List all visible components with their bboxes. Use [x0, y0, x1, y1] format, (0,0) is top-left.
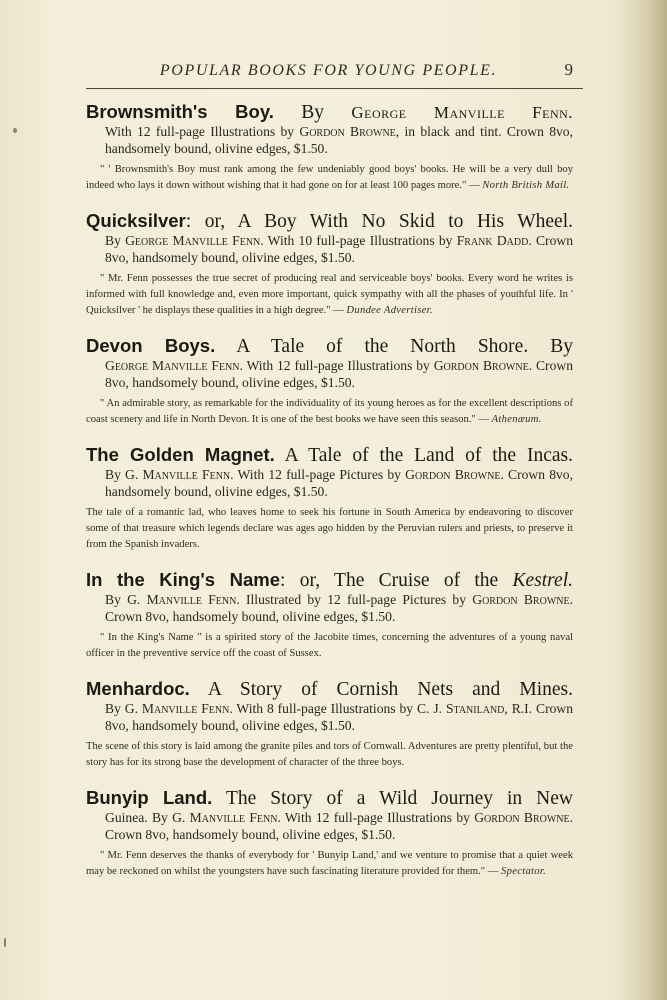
paper-speck [4, 938, 6, 947]
book-entry-menhardoc [86, 677, 573, 771]
book-title: Devon Boys. [86, 335, 216, 356]
publication-details [86, 701, 573, 734]
review-quote [86, 396, 573, 428]
pub-text: Guinea. By G. [105, 810, 190, 825]
pub-text: By G. [105, 701, 142, 716]
book-subtitle: : or, The Cruise of the [280, 570, 513, 591]
pub-text: . Crown 8vo, handsomely bound, olivine edges, $1.50. [105, 358, 573, 390]
book-title: The Golden Magnet. [86, 444, 275, 465]
pub-text: By G. [105, 467, 143, 482]
book-title: Menhardoc. [86, 678, 190, 699]
pub-text: . With 12 full-page Illustrations by [277, 810, 475, 825]
pub-text: . With 8 full-page Illustrations by C. J. [229, 701, 446, 716]
book-subtitle-italic: Kestrel. [512, 570, 573, 591]
review-quote [86, 162, 573, 194]
review-quote [86, 505, 573, 553]
author-name: Manville Fenn [189, 810, 278, 825]
illustrator-name: Gordon Browne [433, 358, 529, 373]
pub-text: . Crown 8vo, handsomely bound, olivine edges, $1.50. [105, 810, 574, 842]
publication-details [86, 467, 573, 500]
book-entry-devon-boys [86, 334, 573, 428]
review-source: North British Mail. [482, 180, 570, 191]
review-source: Athenæum. [491, 414, 542, 425]
illustrator-name: Gordon Browne [472, 592, 570, 607]
page-number: 9 [564, 60, 573, 79]
pub-text: By [105, 233, 126, 248]
paper-speck [13, 128, 17, 133]
book-subtitle: : or, A Boy With No Skid to His Wheel. [185, 211, 573, 232]
publication-details [86, 233, 573, 266]
review-quote [86, 630, 573, 662]
review-text: The tale of a romantic lad, who leaves home to seek his fortune in South America by endeavoring to discover some of that treasure which legends declare was ages ago hidden by the Peruvian rulers and priests, to preserve it from the Spanish invaders. [86, 507, 573, 550]
book-subtitle: A Tale of the Land of the Incas. [284, 445, 573, 466]
running-title: POPULAR BOOKS FOR YOUNG PEOPLE. [159, 62, 498, 79]
illustrator-name: Gordon Browne [299, 124, 396, 139]
review-source: Spectator. [501, 866, 547, 877]
author-name: Manville Fenn [142, 467, 231, 482]
book-entry-bunyip-land [86, 786, 573, 880]
review-text: " ' Brownsmith's Boy must rank among the few undeniably good boys' books. He will be a very dull boy indeed who lays it down without wishing that it had gone on for at least 100 pages more." — [86, 164, 573, 191]
book-subtitle: The Story of a Wild Journey in New [225, 788, 573, 809]
book-subtitle: By [301, 102, 325, 123]
review-text: " Mr. Fenn deserves the thanks of everybody for ' Bunyip Land,' and we venture to promise that a quiet week may be reckoned on whilst the youngsters have such fascinating literature provided for them." — [86, 850, 573, 877]
review-source: Dundee Advertiser. [346, 305, 433, 316]
book-title-line [86, 100, 573, 124]
review-quote [86, 848, 573, 880]
book-title-line [86, 568, 573, 592]
author-name-rest: Manville Fenn. [406, 103, 574, 122]
pub-text: . Crown 8vo, handsomely bound, olivine edges, $1.50. [105, 467, 574, 499]
author-name: George Manville Fenn [105, 358, 240, 373]
book-subtitle: A Tale of the North Shore. By [236, 336, 573, 357]
book-list [86, 100, 573, 895]
book-entry-in-the-kings-name [86, 568, 573, 662]
review-text: " In the King's Name " is a spirited story of the Jacobite times, concerning the adventures of a young naval officer in the preventive service off the coast of Sussex. [86, 632, 573, 659]
pub-text: . With 10 full-page Illustrations by [260, 233, 457, 248]
illustrator-name: Gordon Browne [474, 810, 570, 825]
publication-details [86, 810, 573, 843]
book-entry-brownsmiths-boy [86, 100, 573, 194]
pub-text: . With 12 full-page Pictures by [230, 467, 406, 482]
publication-details [86, 358, 573, 391]
pub-text: With 12 full-page Illustrations by [105, 124, 300, 139]
author-name: George Manville Fenn [125, 233, 261, 248]
pub-text: , in black and tint. Crown 8vo, handsomely bound, olivine edges, $1.50. [105, 124, 574, 156]
review-text: " An admirable story, as remarkable for the individuality of its young heroes as for the excellent descriptions of coast scenery and life in North Devon. It is one of the best books we have seen this season." — [86, 398, 573, 425]
book-title: In the King's Name [86, 569, 281, 590]
pub-text: . Illustrated by 12 full-page Pictures by [236, 592, 473, 607]
illustrator-name: Frank Dadd [456, 233, 529, 248]
book-subtitle: A Story of Cornish Nets and Mines. [207, 679, 573, 700]
illustrator-name: Gordon Browne [405, 467, 501, 482]
illustrator-name: Staniland [445, 701, 505, 716]
author-name-first: George [351, 103, 407, 122]
review-quote [86, 739, 573, 771]
publication-details [86, 592, 573, 625]
header-rule [86, 88, 583, 89]
pub-text: By G. [105, 592, 147, 607]
book-entry-golden-magnet [86, 443, 573, 553]
book-title-line [86, 334, 573, 358]
book-title-line [86, 443, 573, 467]
review-text: The scene of this story is laid among the granite piles and tors of Cornwall. Adventures are pretty plentiful, but the story has for its strong base the development of character of the three boys. [86, 741, 573, 768]
author-name: Manville Fenn [141, 701, 230, 716]
review-quote [86, 271, 573, 319]
book-title-line [86, 209, 573, 233]
pub-text: . Crown 8vo, handsomely bound, olivine edges, $1.50. [105, 233, 573, 265]
book-title: Bunyip Land. [86, 787, 213, 808]
author-name: Manville Fenn [146, 592, 237, 607]
book-title-line [86, 786, 573, 810]
book-title: Brownsmith's Boy. [86, 101, 274, 122]
publication-details [86, 124, 573, 157]
pub-text: . Crown 8vo, handsomely bound, olivine edges, $1.50. [105, 592, 574, 624]
book-title: Quicksilver [86, 210, 186, 231]
book-entry-quicksilver [86, 209, 573, 319]
review-text: " Mr. Fenn possesses the true secret of producing real and serviceable boys' books. Every word he writes is informed with full knowledge and, even more important, quick sympathy with all the phases of youthful life. In ' Quicksilver ' he displays these qualities in a high degree." — [86, 273, 573, 316]
book-title-line [86, 677, 573, 701]
pub-text: , R.I. Crown 8vo, handsomely bound, olivine edges, $1.50. [105, 701, 574, 733]
pub-text: . With 12 full-page Illustrations by [239, 358, 434, 373]
